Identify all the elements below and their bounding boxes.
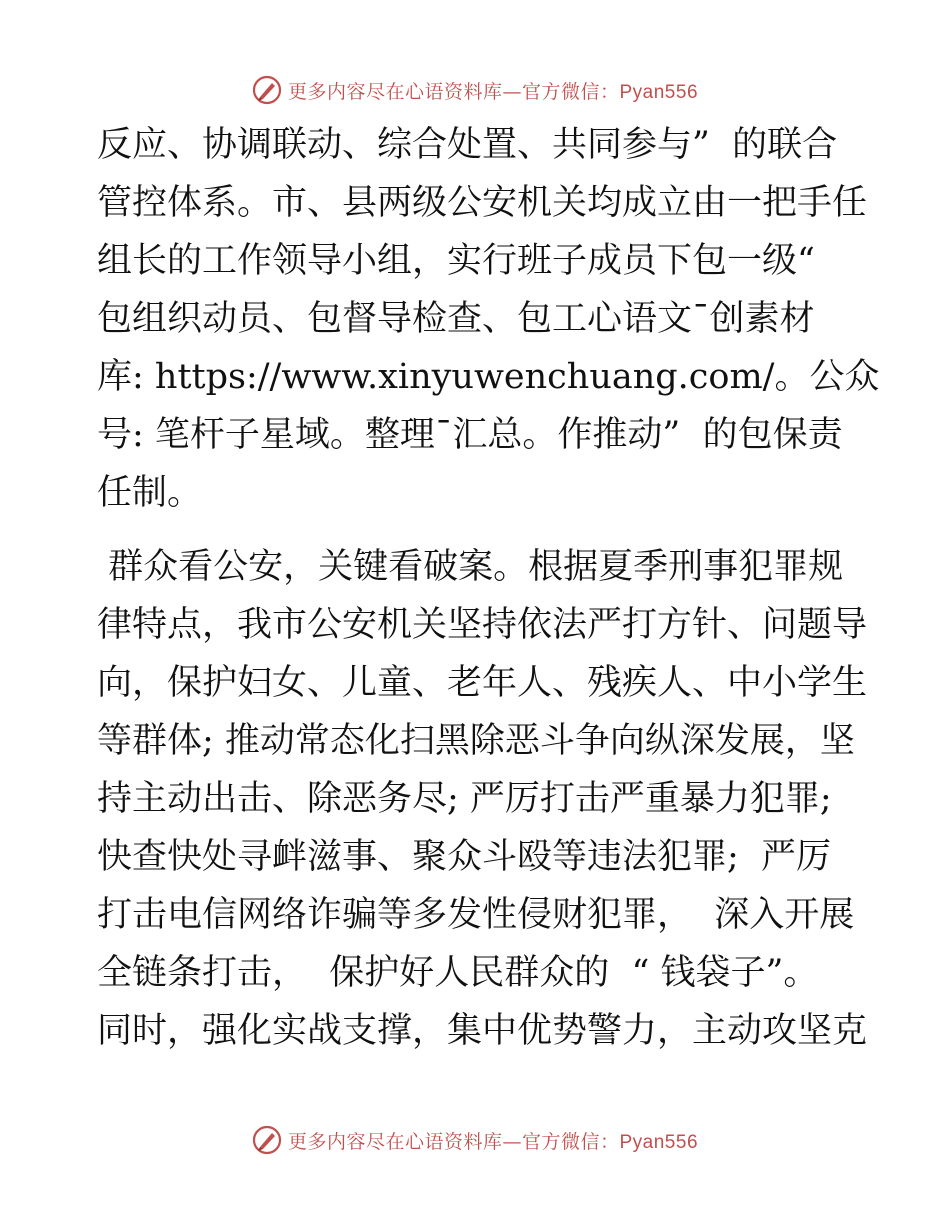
paragraph-2 <box>97 538 868 1060</box>
document-body <box>97 116 880 1060</box>
wechat-id: Pyan556 <box>619 1131 699 1153</box>
text-line: 向，保护妇女、儿童、老年人、残疾人、中小学生 <box>97 663 868 703</box>
text-line: 打击电信网络诈骗等多发性侵财犯罪， 深入开展 <box>97 895 855 935</box>
wechat-id: Pyan556 <box>619 81 699 103</box>
footer-watermark-banner <box>0 1120 950 1160</box>
text-line: 全链条打击， 保护好人民群众的 “ 钱袋子”。 <box>97 953 819 993</box>
text-line: 同时，强化实战支撑，集中优势警力，主动攻坚克 <box>97 1011 868 1051</box>
text-line: 库: https://www.xinyuwenchuang.com/。公众 <box>97 357 880 397</box>
text-line: 持主动出击、除恶务尽; 严厉打击严重暴力犯罪; <box>97 779 832 819</box>
header-watermark-banner <box>0 70 950 110</box>
pen-logo-icon <box>252 1125 282 1155</box>
text-line: 任制。 <box>97 473 203 513</box>
pen-logo-icon <box>252 75 282 105</box>
watermark-text: 更多内容尽在心语资料库—官方微信：Pyan556 <box>287 1130 699 1153</box>
text-line: 组长的工作领导小组，实行班子成员下包一级“ <box>97 241 815 281</box>
text-line: 群众看公安，关键看破案。根据夏季刑事犯罪规 <box>97 547 844 587</box>
text-line: 包组织动员、包督导检查、包工心语文¯创素材 <box>97 299 815 339</box>
text-line: 管控体系。市、县两级公安机关均成立由一把手任 <box>97 183 868 223</box>
watermark-text: 更多内容尽在心语资料库—官方微信：Pyan556 <box>287 80 699 103</box>
text-line: 快查快处寻衅滋事、聚众斗殴等违法犯罪; 严厉 <box>97 837 832 877</box>
text-line: 反应、协调联动、综合处置、共同参与” 的联合 <box>97 125 838 165</box>
text-line: 号: 笔杆子星域。整理¯汇总。作推动” 的包保责 <box>97 415 843 455</box>
text-line: 律特点，我市公安机关坚持依法严打方针、问题导 <box>97 605 868 645</box>
text-line: 等群体; 推动常态化扫黑除恶斗争向纵深发展，坚 <box>97 721 855 761</box>
paragraph-1 <box>97 116 880 522</box>
